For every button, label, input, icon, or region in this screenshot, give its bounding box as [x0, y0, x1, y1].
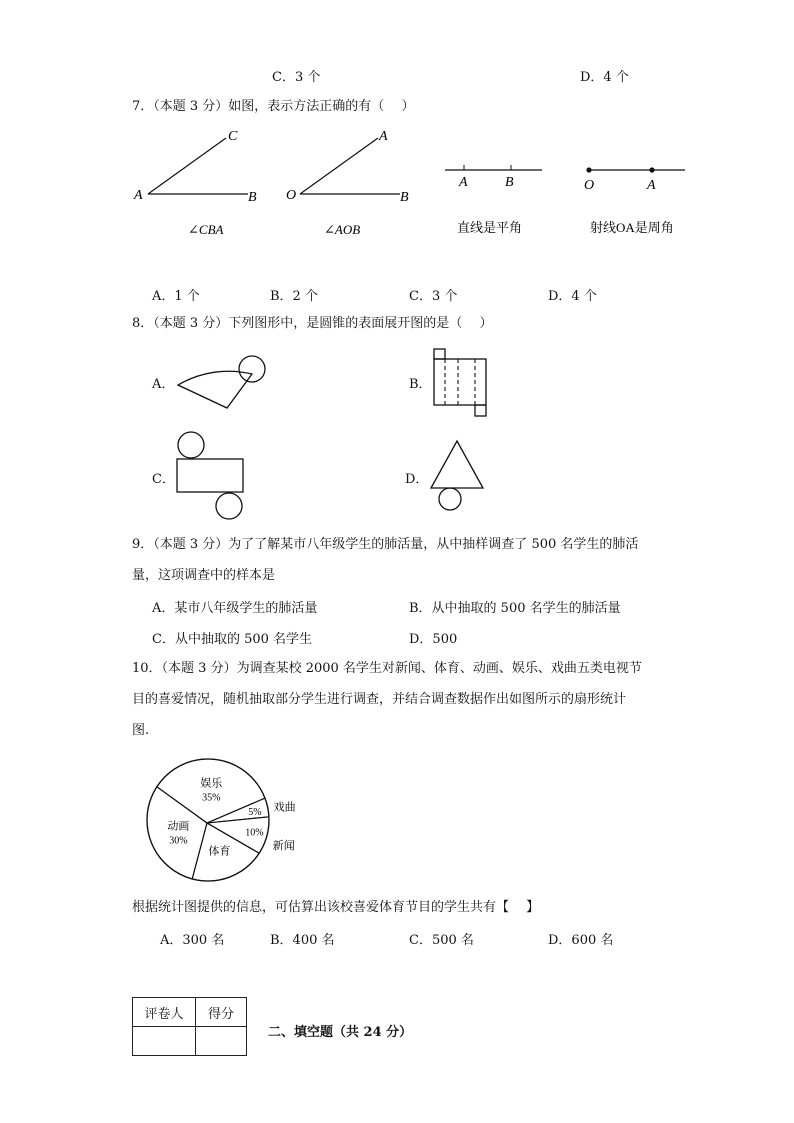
pie-name-3: 新闻 [272, 839, 295, 852]
option-d-prev: D．4 个 [580, 70, 629, 85]
q7-fig2-point-a: A [379, 129, 388, 144]
q10-option-d: D．600 名 [548, 933, 614, 948]
q8-figure-d [426, 435, 491, 515]
q8-figure-a [170, 350, 280, 415]
grader-label: 评卷人 [133, 998, 196, 1027]
q10-stem-line2: 目的喜爱情况，随机抽取部分学生进行调查，并结合调查数据作出如图所示的扇形统计 [132, 692, 627, 707]
q7-fig1-caption: ∠CBA [188, 222, 224, 237]
pie-name-2: 戏曲 [273, 801, 296, 814]
pie-slice-5 [147, 787, 207, 879]
q7-option-a: A．1 个 [152, 289, 200, 304]
pie-name-5: 动画 [167, 820, 190, 833]
q7-fig4-point-a: A [647, 178, 656, 193]
q7-fig1-point-a: A [134, 188, 143, 203]
q7-fig2-caption: ∠AOB [324, 222, 361, 237]
q10-pie-chart [140, 754, 310, 886]
q7-fig3-point-a: A [459, 175, 468, 190]
q9-option-a: A．某市八年级学生的肺活量 [152, 601, 318, 616]
q7-stem: 7．（本题 3 分）如图，表示方法正确的有（ ） [132, 99, 415, 114]
score-table [132, 997, 247, 1056]
pie-name-4: 体育 [208, 845, 231, 858]
q7-option-d: D．4 个 [548, 289, 597, 304]
q7-figure-2 [282, 120, 422, 240]
pie-value-2: 5% [248, 806, 262, 818]
q10-option-c: C．500 名 [409, 933, 474, 948]
q10-stem-line3: 图. [132, 723, 150, 738]
q7-option-c: C．3 个 [409, 289, 458, 304]
q8-label-c: C． [152, 472, 175, 487]
q8-stem: 8．（本题 3 分）下列图形中，是圆锥的表面展开图的是（ ） [132, 316, 493, 331]
grader-cell[interactable] [133, 1027, 196, 1056]
q7-fig2-point-o: O [286, 188, 297, 203]
q9-option-d: D．500 [409, 632, 458, 647]
q9-option-b: B．从中抽取的 500 名学生的肺活量 [409, 601, 621, 616]
q7-fig3-caption: 直线是平角 [457, 220, 523, 235]
q8-label-a: A． [152, 377, 175, 392]
option-c-prev: C．3 个 [272, 70, 321, 85]
q10-option-b: B．400 名 [270, 933, 335, 948]
pie-name-1: 娱乐 [200, 777, 223, 790]
q7-option-b: B．2 个 [270, 289, 318, 304]
q9-stem-line1: 9．（本题 3 分）为了了解某市八年级学生的肺活量，从中抽样调查了 500 名学生的肺活 [132, 537, 639, 552]
q7-figure-1 [130, 120, 270, 240]
score-label: 得分 [196, 998, 247, 1027]
section-title: 二、填空题（共 24 分） [268, 1025, 413, 1040]
q7-figure-3 [440, 150, 550, 240]
q7-fig4-point-o: O [584, 178, 595, 193]
q7-fig1-point-b: B [248, 190, 257, 205]
q7-fig1-point-c: C [228, 129, 238, 144]
q7-fig3-point-b: B [505, 175, 514, 190]
pie-value-5: 30% [169, 835, 188, 847]
q10-question: 根据统计图提供的信息，可估算出该校喜爱体育节目的学生共有【 】 [132, 900, 540, 915]
q7-fig4-caption: 射线OA是周角 [590, 220, 674, 235]
score-cell[interactable] [196, 1027, 247, 1056]
q8-label-d: D． [405, 472, 429, 487]
q7-figure-4 [580, 150, 700, 240]
q9-option-c: C．从中抽取的 500 名学生 [152, 632, 313, 647]
q7-fig2-point-b: B [400, 190, 409, 205]
q8-figure-c [172, 430, 252, 522]
q10-stem-line1: 10．（本题 3 分）为调查某校 2000 名学生对新闻、体育、动画、娱乐、戏曲五类电视节 [132, 661, 642, 676]
pie-value-3: 10% [245, 827, 264, 839]
q8-figure-b [430, 345, 495, 420]
q10-option-a: A．300 名 [160, 933, 225, 948]
q8-label-b: B． [409, 377, 432, 392]
q9-stem-line2: 量，这项调查中的样本是 [132, 568, 276, 583]
pie-value-1: 35% [202, 792, 221, 804]
